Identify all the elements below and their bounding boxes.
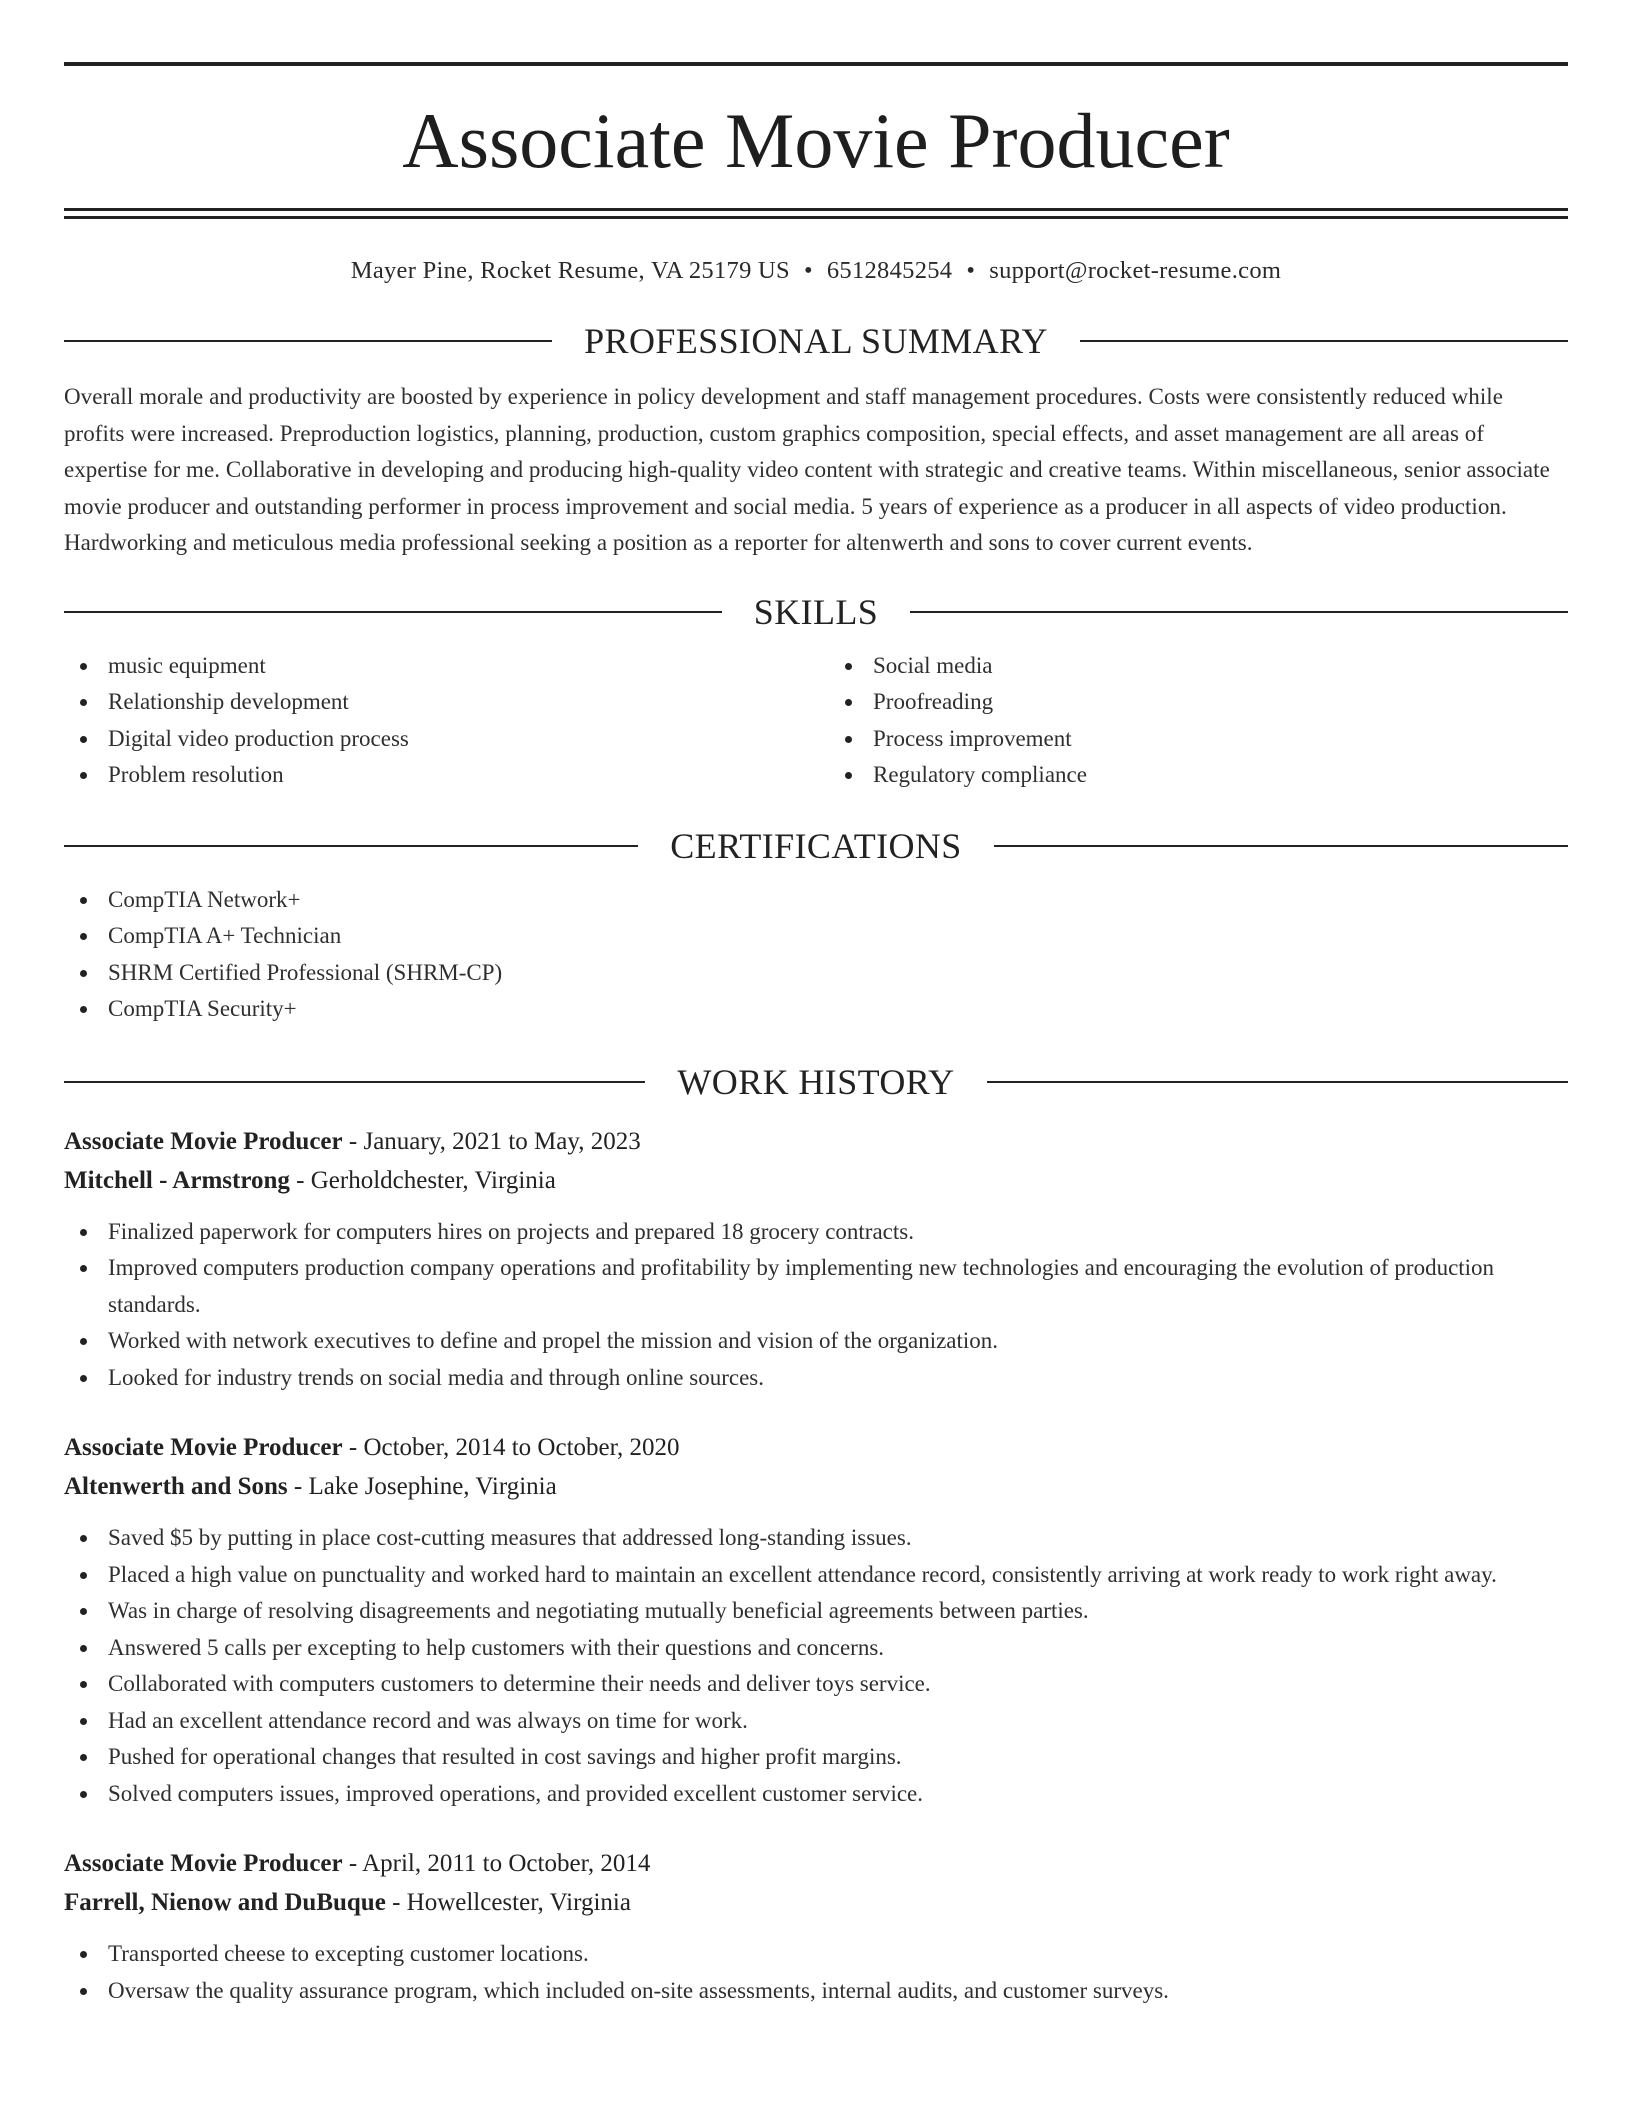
job-company: Farrell, Nienow and DuBuque — [64, 1889, 386, 1916]
job-bullet: Solved computers issues, improved operations, and provided excellent customer service. — [64, 1776, 1568, 1813]
section-heading-skills — [64, 591, 1568, 632]
summary-paragraph: Overall morale and productivity are boosted by experience in policy development and staff management procedures. Costs were consistently reduced while profits were increased. Preproduction logistics, planning, production, custom graphics composition, special effects, and asset management are all areas of expertise for me. Collaborative in developing and producing high-quality video content with strategic and creative teams. Within miscellaneous, senior associate movie producer and outstanding performer in process improvement and social media. 5 years of experience as a producer in all aspects of video production. Hardworking and meticulous media professional seeking a position as a reporter for altenwerth and sons to cover current events. — [64, 384, 1550, 555]
contact-email: support@rocket-resume.com — [989, 257, 1282, 284]
job-bullets — [64, 1520, 1568, 1812]
job-title-line — [64, 1428, 1568, 1468]
skill-item: Process improvement — [829, 721, 1568, 758]
job-company: Altenwerth and Sons — [64, 1473, 288, 1500]
job-entry — [64, 1844, 1568, 2009]
contact-separator: • — [803, 257, 813, 284]
job-title: Associate Movie Producer — [64, 1434, 343, 1461]
job-location: - Gerholdchester, Virginia — [289, 1166, 556, 1194]
job-bullet: Oversaw the quality assurance program, which included on-site assessments, internal audits, and customer surveys. — [64, 1973, 1568, 2010]
job-title-line — [64, 1844, 1568, 1884]
section-heading-label: CERTIFICATIONS — [670, 825, 962, 866]
section-heading-certifications — [64, 825, 1568, 866]
job-bullet: Worked with network executives to define and propel the mission and vision of the organization. — [64, 1323, 1568, 1360]
certification-item: CompTIA A+ Technician — [64, 918, 1568, 955]
job-bullet: Looked for industry trends on social media and through online sources. — [64, 1360, 1568, 1397]
job-bullet: Improved computers production company operations and profitability by implementing new technologies and encouraging the evolution of production standards. — [64, 1250, 1568, 1323]
skills-list-left — [64, 648, 816, 794]
job-company-line — [64, 1162, 1568, 1200]
section-heading-label: SKILLS — [753, 591, 879, 632]
contact-line — [64, 257, 1568, 289]
job-company-line — [64, 1884, 1568, 1922]
contact-address: Mayer Pine, Rocket Resume, VA 25179 US — [350, 257, 790, 284]
skill-item: Regulatory compliance — [829, 757, 1568, 794]
job-bullets — [64, 1214, 1568, 1397]
section-heading-work-history — [64, 1061, 1568, 1102]
job-title-line — [64, 1122, 1568, 1162]
job-entry — [64, 1122, 1568, 1397]
skill-item: Digital video production process — [64, 721, 816, 758]
job-bullet: Placed a high value on punctuality and worked hard to maintain an excellent attendance record, consistently arriving at work ready to work right away. — [64, 1557, 1568, 1594]
job-entry — [64, 1428, 1568, 1812]
job-bullet: Had an excellent attendance record and was always on time for work. — [64, 1703, 1568, 1740]
certification-item: SHRM Certified Professional (SHRM-CP) — [64, 955, 1568, 992]
skill-item: Relationship development — [64, 684, 816, 721]
job-location: - Howellcester, Virginia — [385, 1889, 631, 1916]
skills-columns — [64, 648, 1568, 794]
section-heading-summary — [64, 323, 1568, 359]
job-location: - Lake Josephine, Virginia — [287, 1473, 557, 1500]
section-heading-label: WORK HISTORY — [677, 1061, 955, 1102]
job-bullet: Pushed for operational changes that resulted in cost savings and higher profit margins. — [64, 1739, 1568, 1776]
contact-phone: 6512845254 — [826, 257, 953, 284]
skill-item: music equipment — [64, 648, 816, 685]
job-bullet: Transported cheese to excepting customer locations. — [64, 1936, 1568, 1973]
skills-list-right — [816, 648, 1568, 794]
job-dates: - April, 2011 to October, 2014 — [342, 1850, 651, 1877]
certifications-list — [64, 882, 1568, 1028]
section-heading-label: PROFESSIONAL SUMMARY — [584, 321, 1048, 361]
job-bullet: Finalized paperwork for computers hires on projects and prepared 18 grocery contracts. — [64, 1214, 1568, 1251]
contact-separator: • — [966, 257, 976, 284]
job-dates: - October, 2014 to October, 2020 — [342, 1434, 680, 1461]
resume-title: Associate Movie Producer — [402, 97, 1230, 184]
job-company-line — [64, 1468, 1568, 1506]
job-bullet: Saved $5 by putting in place cost-cutting measures that addressed long-standing issues. — [64, 1520, 1568, 1557]
skill-item: Proofreading — [829, 684, 1568, 721]
job-company: Mitchell - Armstrong — [64, 1166, 290, 1194]
skill-item: Social media — [829, 648, 1568, 685]
title-double-rule — [64, 208, 1568, 219]
job-title: Associate Movie Producer — [64, 1850, 343, 1877]
job-title: Associate Movie Producer — [64, 1127, 343, 1155]
certification-item: CompTIA Security+ — [64, 991, 1568, 1028]
certification-item: CompTIA Network+ — [64, 882, 1568, 919]
job-bullet: Collaborated with computers customers to determine their needs and deliver toys service. — [64, 1666, 1568, 1703]
job-bullet: Was in charge of resolving disagreements and negotiating mutually beneficial agreements between parties. — [64, 1593, 1568, 1630]
job-bullet: Answered 5 calls per excepting to help customers with their questions and concerns. — [64, 1630, 1568, 1667]
skill-item: Problem resolution — [64, 757, 816, 794]
job-dates: - January, 2021 to May, 2023 — [342, 1127, 641, 1155]
job-bullets — [64, 1936, 1568, 2009]
